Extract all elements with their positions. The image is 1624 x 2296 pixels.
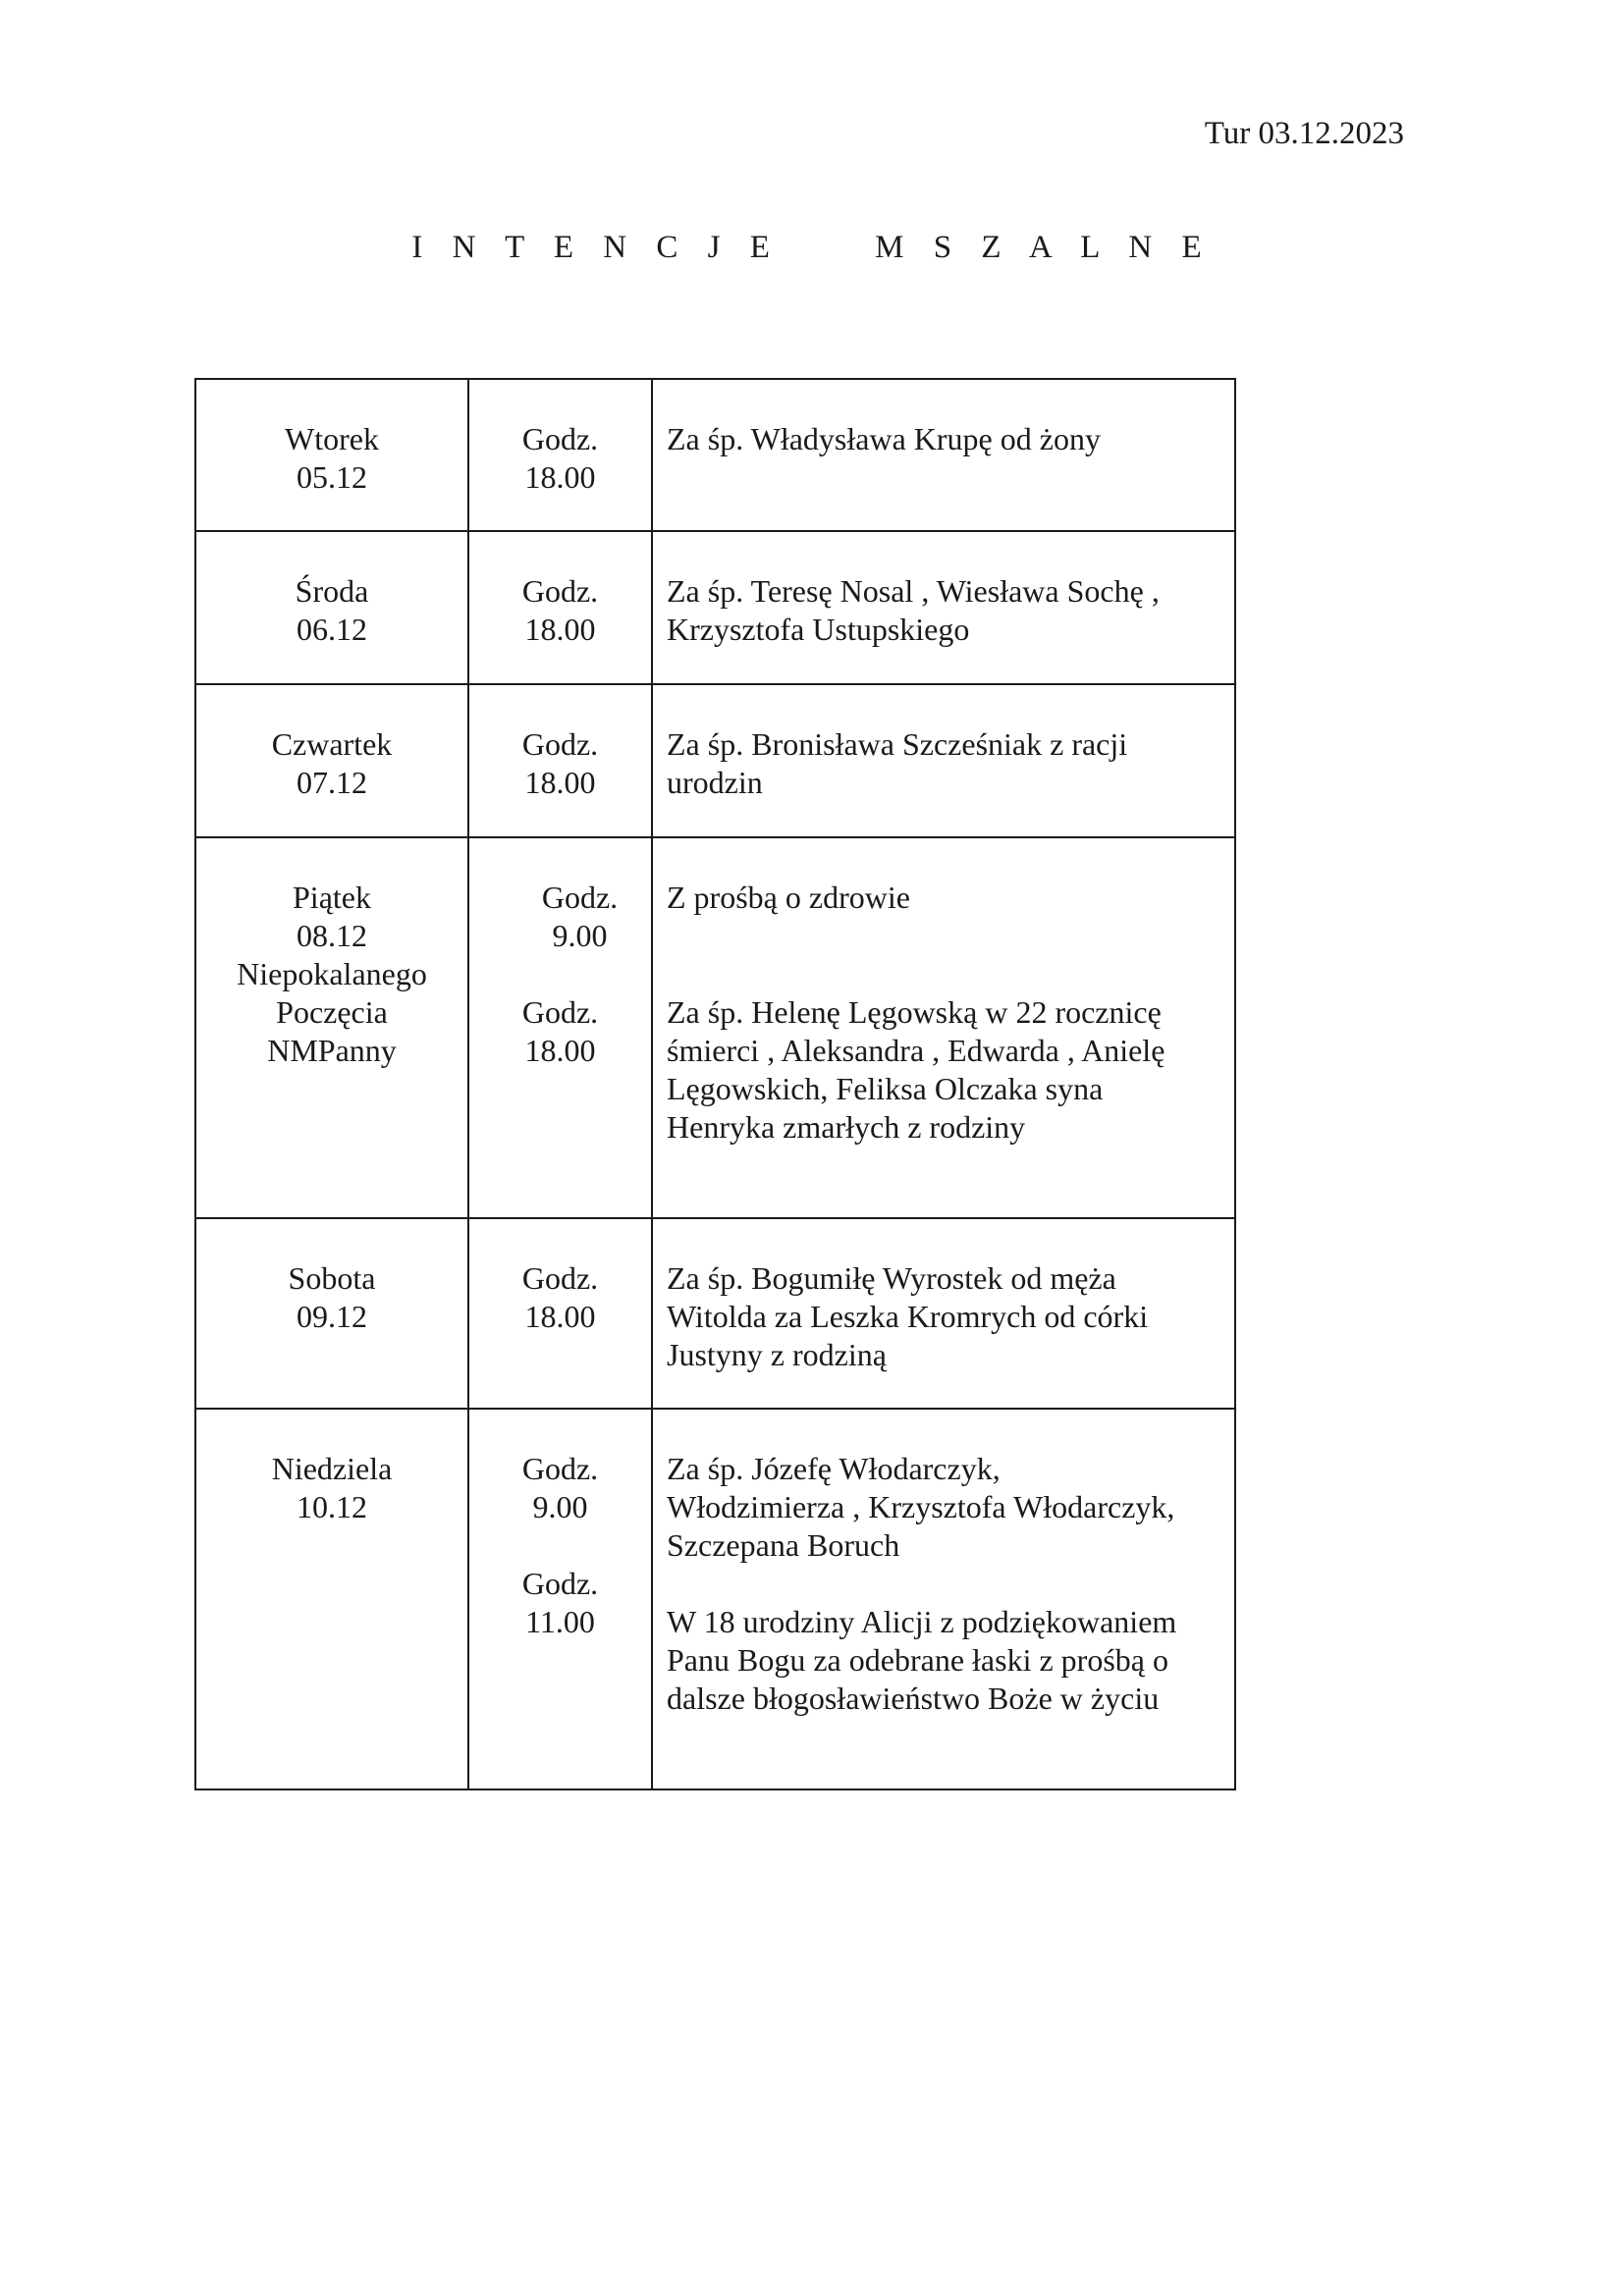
feast-name: NMPanny bbox=[267, 1033, 397, 1068]
feast-name: Poczęcia bbox=[276, 994, 388, 1030]
time-label: Godz. bbox=[521, 573, 599, 609]
table-row bbox=[195, 1218, 1235, 1409]
table-row bbox=[195, 531, 1235, 684]
time-value: 18.00 bbox=[524, 1299, 596, 1334]
day-cell bbox=[195, 837, 468, 1218]
time-cell bbox=[468, 684, 652, 837]
time-label: Godz. bbox=[521, 994, 599, 1030]
time-value: 11.00 bbox=[525, 1604, 595, 1639]
time-cell bbox=[468, 1218, 652, 1409]
time-value: 18.00 bbox=[524, 1033, 596, 1068]
day-name: Środa bbox=[295, 573, 369, 609]
time-label: Godz. bbox=[541, 880, 619, 915]
intention-text: Za śp. Bogumiłę Wyrostek od męża bbox=[667, 1260, 1116, 1296]
intention-text: Włodzimierza , Krzysztofa Włodarczyk, bbox=[667, 1489, 1175, 1524]
feast-name: Niepokalanego bbox=[237, 956, 427, 991]
intention-text: Za śp. Bronisława Szcześniak z racji bbox=[667, 726, 1128, 762]
spacer bbox=[667, 955, 1220, 993]
intention-text: Panu Bogu za odebrane łaski z prośbą o bbox=[667, 1642, 1168, 1678]
time-value: 9.00 bbox=[552, 918, 608, 953]
time-label: Godz. bbox=[521, 1451, 599, 1486]
time-cell bbox=[468, 531, 652, 684]
intention-text: urodzin bbox=[667, 765, 763, 800]
time-value: 18.00 bbox=[524, 765, 596, 800]
time-value: 18.00 bbox=[524, 459, 596, 495]
spacer bbox=[483, 955, 637, 993]
intention-text: Za śp. Helenę Lęgowską w 22 rocznicę bbox=[667, 994, 1162, 1030]
document-date: Tur 03.12.2023 bbox=[1204, 116, 1404, 151]
day-date: 10.12 bbox=[297, 1489, 367, 1524]
table-row bbox=[195, 837, 1235, 1218]
intention-text: Za śp. Władysława Krupę od żony bbox=[667, 421, 1101, 456]
day-cell bbox=[195, 684, 468, 837]
day-cell bbox=[195, 1409, 468, 1789]
page-title: I N T E N C J E M S Z A L N E bbox=[411, 230, 1213, 265]
intention-cell bbox=[652, 531, 1235, 684]
time-label: Godz. bbox=[521, 1566, 599, 1601]
day-name: Sobota bbox=[288, 1260, 376, 1296]
intention-cell bbox=[652, 684, 1235, 837]
intention-cell bbox=[652, 837, 1235, 1218]
intention-cell bbox=[652, 1218, 1235, 1409]
intention-text: Z prośbą o zdrowie bbox=[667, 880, 910, 915]
mass-intentions-table bbox=[194, 378, 1236, 1790]
intention-text: W 18 urodziny Alicji z podziękowaniem bbox=[667, 1604, 1177, 1639]
spacer bbox=[667, 917, 1220, 955]
time-cell bbox=[468, 379, 652, 531]
spacer bbox=[483, 1526, 637, 1565]
time-cell bbox=[468, 837, 652, 1218]
time-label: Godz. bbox=[521, 726, 599, 762]
intention-text: Witolda za Leszka Kromrych od córki bbox=[667, 1299, 1149, 1334]
day-date: 06.12 bbox=[297, 612, 367, 647]
table-row bbox=[195, 379, 1235, 531]
intention-text: Za śp. Teresę Nosal , Wiesława Sochę , bbox=[667, 573, 1160, 609]
intention-text: Henryka zmarłych z rodziny bbox=[667, 1109, 1026, 1145]
day-date: 05.12 bbox=[297, 459, 367, 495]
day-name: Niedziela bbox=[271, 1451, 393, 1486]
day-date: 09.12 bbox=[297, 1299, 367, 1334]
time-value: 9.00 bbox=[532, 1489, 588, 1524]
intention-text: Justyny z rodziną bbox=[667, 1337, 887, 1372]
day-date: 07.12 bbox=[297, 765, 367, 800]
day-cell bbox=[195, 379, 468, 531]
intention-text: Za śp. Józefę Włodarczyk, bbox=[667, 1451, 1001, 1486]
intention-text: Szczepana Boruch bbox=[667, 1527, 900, 1563]
intention-text: Krzysztofa Ustupskiego bbox=[667, 612, 970, 647]
time-cell bbox=[468, 1409, 652, 1789]
day-date: 08.12 bbox=[297, 918, 367, 953]
day-name: Czwartek bbox=[271, 726, 393, 762]
intention-cell bbox=[652, 379, 1235, 531]
table-row bbox=[195, 1409, 1235, 1789]
intention-text: dalsze błogosławieństwo Boże w życiu bbox=[667, 1681, 1160, 1716]
time-label: Godz. bbox=[521, 421, 599, 456]
time-value: 18.00 bbox=[524, 612, 596, 647]
day-cell bbox=[195, 1218, 468, 1409]
spacer bbox=[667, 1565, 1220, 1603]
intention-cell bbox=[652, 1409, 1235, 1789]
intention-text: Lęgowskich, Feliksa Olczaka syna bbox=[667, 1071, 1104, 1106]
day-cell bbox=[195, 531, 468, 684]
intention-text: śmierci , Aleksandra , Edwarda , Anielę bbox=[667, 1033, 1165, 1068]
day-name: Piątek bbox=[293, 880, 371, 915]
time-label: Godz. bbox=[521, 1260, 599, 1296]
table-row bbox=[195, 684, 1235, 837]
day-name: Wtorek bbox=[285, 421, 379, 456]
